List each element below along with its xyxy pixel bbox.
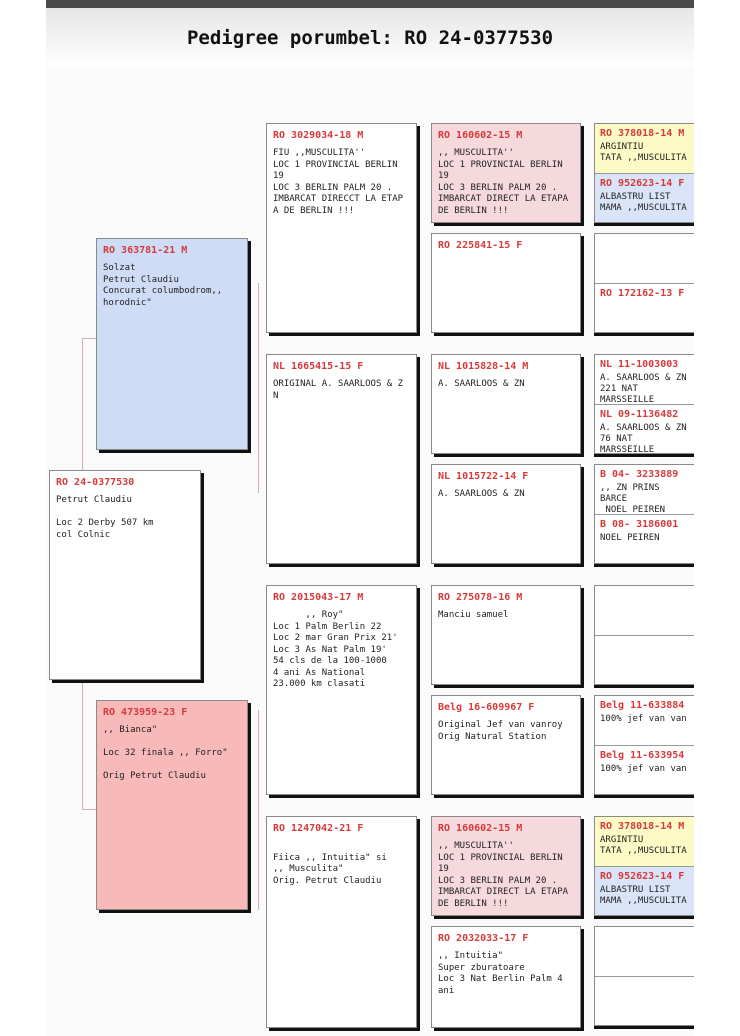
- gen5-card-10[interactable]: [595, 636, 694, 685]
- ring-number: RO 3029034-18 M: [273, 130, 364, 141]
- card-description: A. SAARLOOS & ZN 76 NAT MARSSEILLE: [600, 423, 687, 454]
- ring-number: RO 1247042-21 F: [273, 823, 364, 834]
- great-grandparent-card-8[interactable]: [431, 926, 581, 1028]
- ring-number: NL 1015828-14 M: [438, 361, 529, 372]
- ring-number: RO 172162-13 F: [600, 288, 685, 299]
- gen5-card-9[interactable]: [595, 586, 694, 636]
- card-description: Original Jef van vanroy Orig Natural Station: [438, 720, 563, 742]
- ring-number: RO 225841-15 F: [438, 240, 523, 251]
- gen5-card-11[interactable]: [595, 696, 694, 746]
- card-description: ALBASTRU LIST MAMA ,,MUSCULITA: [600, 192, 687, 213]
- card-description: NOEL PEIREN: [600, 533, 660, 543]
- gen5-group-1: [594, 123, 694, 223]
- ring-number: RO 24-0377530: [56, 477, 135, 488]
- great-grandparent-card-6[interactable]: [431, 695, 581, 795]
- ring-number: Belg 11-633954: [600, 750, 685, 761]
- great-grandparent-card-4[interactable]: [431, 464, 581, 564]
- card-description: A. SAARLOOS & ZN: [438, 489, 525, 499]
- great-grandparent-card-3[interactable]: [431, 354, 581, 454]
- gen5-group-8: [594, 926, 694, 1026]
- ring-number: RO 363781-21 M: [103, 245, 188, 256]
- ring-number: RO 378018-14 M: [600, 821, 685, 832]
- card-description: Solzat Petrut Claudiu Concurat columbodrom,, horodnic": [103, 263, 223, 308]
- great-grandparent-card-2[interactable]: [431, 233, 581, 333]
- ring-number: NL 11-1003003: [600, 359, 679, 370]
- card-description: Petrut Claudiu Loc 2 Derby 507 km col Colnic: [56, 495, 154, 540]
- gen5-card-3[interactable]: [595, 234, 694, 284]
- great-grandparent-card-7[interactable]: [431, 816, 581, 916]
- card-description: A. SAARLOOS & ZN 221 NAT MARSSEILLE: [600, 373, 687, 405]
- ring-number: B 08- 3186001: [600, 519, 679, 530]
- card-description: ,, Intuitia" Super zburatoare Loc 3 Nat Berlin Palm 4 ani: [438, 951, 563, 996]
- ring-number: RO 378018-14 M: [600, 128, 685, 139]
- ring-number: RO 160602-15 M: [438, 130, 523, 141]
- card-description: Fiica ,, Intuitia" si ,, Musculita" Orig. Petrut Claudiu: [273, 852, 387, 886]
- gen5-card-6[interactable]: [595, 405, 694, 454]
- card-description: FIU ,,MUSCULITA'' LOC 1 PROVINCIAL BERLIN 19 LOC 3 BERLIN PALM 20 . IMBARCAT DIRECCT LA ETAP A DE BERLIN !!!: [273, 148, 404, 216]
- gen5-card-8[interactable]: [595, 515, 694, 564]
- card-description: ,, MUSCULITA'' LOC 1 PROVINCIAL BERLIN 19 LOC 3 BERLIN PALM 20 . IMBARCAT DIRECT LA ETAPA DE BERLIN !!!: [438, 148, 569, 216]
- card-description: ,, MUSCULITA'' LOC 1 PROVINCIAL BERLIN 19 LOC 3 BERLIN PALM 20 . IMBARCAT DIRECT LA ETAPA DE BERLIN !!!: [438, 841, 569, 909]
- top-bar: [46, 0, 694, 8]
- great-grandparent-card-5[interactable]: [431, 585, 581, 685]
- gen5-card-7[interactable]: [595, 465, 694, 515]
- sire-card[interactable]: [96, 238, 248, 450]
- grandparent-card-4[interactable]: [266, 816, 417, 1028]
- ring-number: RO 952623-14 F: [600, 178, 685, 189]
- ring-number: NL 1665415-15 F: [273, 361, 364, 372]
- page-title: Pedigree porumbel: RO 24-0377530: [186, 27, 554, 49]
- ring-number: Belg 16-609967 F: [438, 702, 535, 713]
- ring-number: NL 09-1136482: [600, 409, 679, 420]
- gen5-group-3: [594, 354, 694, 454]
- gen5-group-6: [594, 695, 694, 795]
- gen5-card-14[interactable]: [595, 867, 694, 916]
- card-description: 100% jef van van: [600, 764, 687, 774]
- grandparent-card-1[interactable]: [266, 123, 417, 333]
- gen5-group-7: [594, 816, 694, 916]
- gen5-card-2[interactable]: [595, 174, 694, 223]
- card-description: ORIGINAL A. SAARLOOS & Z N: [273, 379, 404, 401]
- card-description: ,, ZN PRINS BARCE NOEL PEIREN: [600, 483, 666, 515]
- card-description: ARGINTIU TATA ,,MUSCULITA: [600, 835, 687, 856]
- gen5-card-12[interactable]: [595, 746, 694, 795]
- gen5-group-2: [594, 233, 694, 333]
- card-description: Manciu samuel: [438, 610, 509, 620]
- ring-number: NL 1015722-14 F: [438, 471, 529, 482]
- gen5-card-13[interactable]: [595, 817, 694, 867]
- card-description: ARGINTIU TATA ,,MUSCULITA: [600, 142, 687, 163]
- great-grandparent-card-1[interactable]: [431, 123, 581, 223]
- gen5-group-4: [594, 464, 694, 564]
- card-description: 100% jef van van: [600, 714, 687, 724]
- gen5-group-5: [594, 585, 694, 685]
- ring-number: RO 160602-15 M: [438, 823, 523, 834]
- pedigree-subject-card[interactable]: [49, 470, 201, 680]
- ring-number: RO 2015043-17 M: [273, 592, 364, 603]
- grandparent-card-2[interactable]: [266, 354, 417, 564]
- gen5-card-1[interactable]: [595, 124, 694, 174]
- card-description: ,, Roy" Loc 1 Palm Berlin 22 Loc 2 mar Gran Prix 21' Loc 3 As Nat Palm 19' 54 cls de la 100-1000 4 ani As National 23.000 km clasati: [273, 610, 398, 689]
- ring-number: B 04- 3233889: [600, 469, 679, 480]
- card-description: ,, Bianca" Loc 32 finala ,, Forro" Orig Petrut Claudiu: [103, 725, 228, 781]
- ring-number: RO 473959-23 F: [103, 707, 188, 718]
- gen5-card-5[interactable]: [595, 355, 694, 405]
- grandparent-card-3[interactable]: [266, 585, 417, 795]
- gen5-card-16[interactable]: [595, 977, 694, 1026]
- ring-number: RO 952623-14 F: [600, 871, 685, 882]
- ring-number: Belg 11-633884: [600, 700, 685, 711]
- ring-number: RO 275078-16 M: [438, 592, 523, 603]
- card-description: ALBASTRU LIST MAMA ,,MUSCULITA: [600, 885, 687, 906]
- gen5-card-15[interactable]: [595, 927, 694, 977]
- ring-number: RO 2032033-17 F: [438, 933, 529, 944]
- gen5-card-4[interactable]: [595, 284, 694, 333]
- dam-card[interactable]: [96, 700, 248, 910]
- card-description: A. SAARLOOS & ZN: [438, 379, 525, 389]
